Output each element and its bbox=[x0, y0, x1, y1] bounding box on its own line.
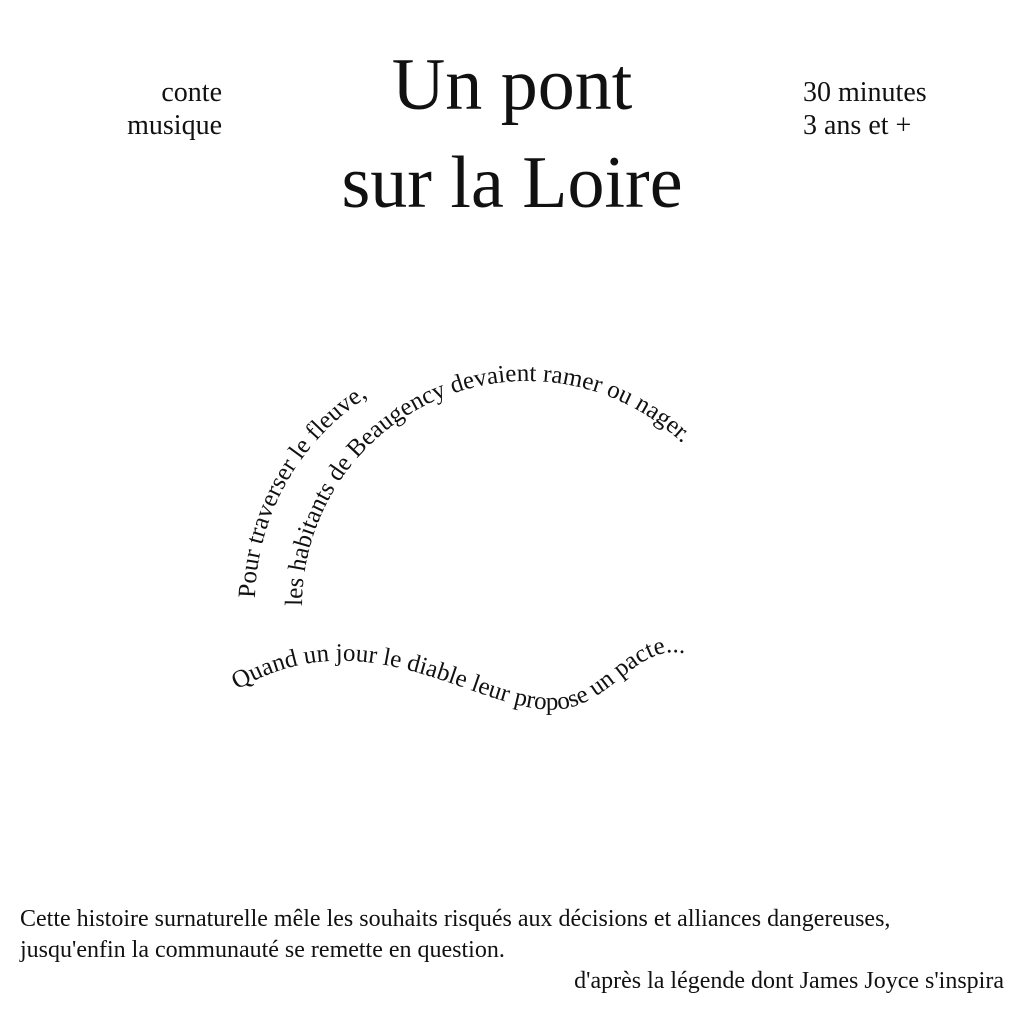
wave-text: Quand un jour le diable leur propose un pacte... bbox=[226, 631, 689, 716]
description bbox=[20, 904, 1010, 966]
tag-musique: musique bbox=[127, 110, 222, 141]
title-line-2: sur la Loire bbox=[341, 142, 683, 224]
tag-conte: conte bbox=[161, 77, 222, 108]
duration-tag: 30 minutes bbox=[803, 77, 927, 108]
attribution: d'après la légende dont James Joyce s'inspira bbox=[574, 968, 1004, 994]
arc-inner-text: les habitants de Beaugency devaient ramer ou nager. bbox=[280, 359, 697, 607]
description-line-2: jusqu'enfin la communauté se remette en question. bbox=[20, 937, 505, 963]
age-tag: 3 ans et + bbox=[803, 110, 912, 141]
arc-outer-text: Pour traverser le fleuve, bbox=[233, 379, 372, 599]
title-line-1: Un pont bbox=[391, 44, 633, 126]
description-line-1: Cette histoire surnaturelle mêle les souhaits risqués aux décisions et alliances dangereuses, bbox=[20, 906, 891, 932]
